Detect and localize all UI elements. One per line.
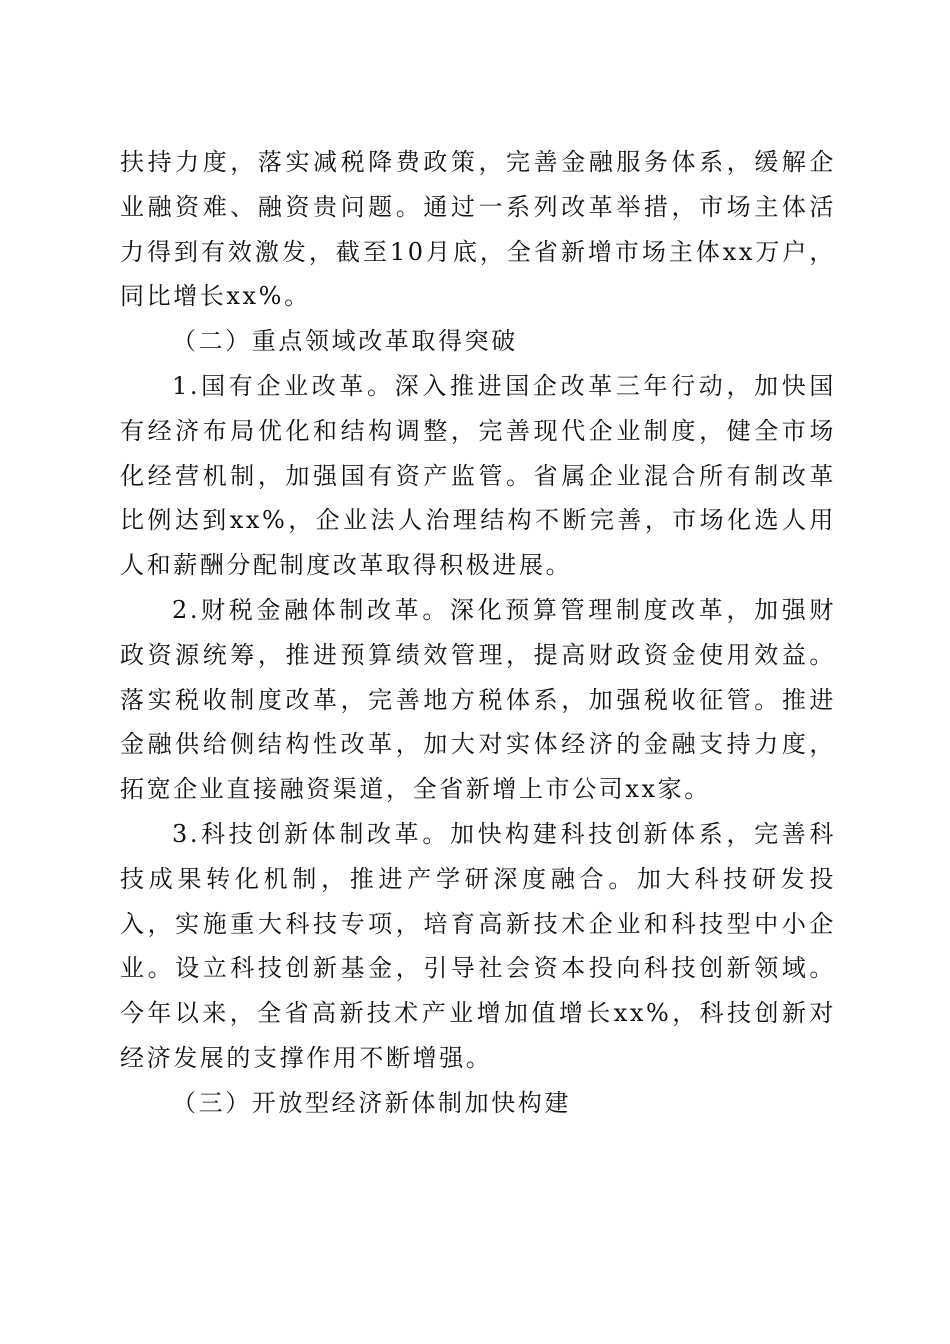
paragraph-tech-innovation-reform: 3.科技创新体制改革。加快构建科技创新体系，完善科技成果转化机制，推进产学研深度融合。加大科技研发投入，实施重大科技专项，培育高新技术企业和科技型中小企业。设立科技创新基金，引导社会资本投向科技创新领域。今年以来，全省高新技术产业增加值增长xx%，科技创新对经济发展的支撑作用不断增强。 <box>120 819 836 1072</box>
paragraph-fiscal-financial-reform: 2.财税金融体制改革。深化预算管理制度改革，加强财政资源统筹，推进预算绩效管理，提高财政资金使用效益。落实税收制度改革，完善地方税体系，加强税收征管。推进金融供给侧结构性改革，加大对实体经济的金融支持力度，拓宽企业直接融资渠道，全省新增上市公司xx家。 <box>120 595 836 804</box>
section-heading-open-economy: （三）开放型经济新体制加快构建 <box>172 1088 571 1117</box>
paragraph-support-measures: 扶持力度，落实减税降费政策，完善金融服务体系，缓解企业融资难、融资贵问题。通过一系列改革举措，市场主体活力得到有效激发，截至10月底，全省新增市场主体xx万户，同比增长xx%。 <box>120 148 836 311</box>
document-body <box>120 140 836 1126</box>
section-heading-key-reforms: （二）重点领域改革取得突破 <box>172 327 518 356</box>
paragraph-soe-reform: 1.国有企业改革。深入推进国企改革三年行动，加快国有经济布局优化和结构调整，完善现代企业制度，健全市场化经营机制，加强国有资产监管。省属企业混合所有制改革比例达到xx%，企业法人治理结构不断完善，市场化选人用人和薪酬分配制度改革取得积极进展。 <box>120 371 836 580</box>
